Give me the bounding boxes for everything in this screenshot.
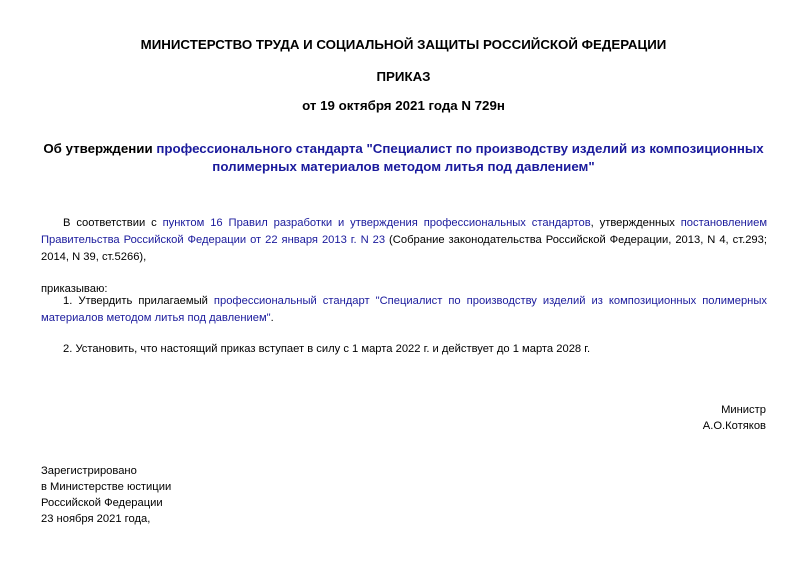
- item1-text-2: .: [270, 312, 274, 324]
- title-standard-link[interactable]: профессионального стандарта "Специалист по производству изделий из композиционных полимерных материалов методом литья под давлением": [156, 141, 764, 174]
- preamble-text-1: В соответствии с: [63, 217, 163, 229]
- ministry-heading: МИНИСТЕРСТВО ТРУДА И СОЦИАЛЬНОЙ ЗАЩИТЫ РОССИЙСКОЙ ФЕДЕРАЦИИ: [140, 37, 667, 52]
- registration-line-3: Российской Федерации: [41, 497, 163, 509]
- document-title: [30, 140, 777, 176]
- preamble-text-3: (Собрание законодательства Российской Федерации, 2013, N 4, ст.293; 2014, N 39, ст.5266),: [41, 234, 767, 263]
- order-line: приказываю:: [41, 283, 108, 295]
- order-heading: ПРИКАЗ: [376, 69, 431, 84]
- title-prefix: Об утверждении: [43, 141, 157, 156]
- signatory-name: А.О.Котяков: [702, 420, 766, 432]
- preamble-paragraph: [41, 215, 767, 266]
- signatory-title: Министр: [721, 404, 766, 416]
- government-resolution-link[interactable]: постановлением Правительства Российской Федерации от 22 января 2013 г. N 23: [41, 217, 768, 246]
- rules-point-16-link[interactable]: пунктом 16 Правил разработки и утверждения профессиональных стандартов: [162, 217, 591, 229]
- registration-line-2: в Министерстве юстиции: [41, 481, 172, 493]
- preamble-text-2: , утвержденных: [590, 217, 681, 229]
- registration-line-1: Зарегистрировано: [41, 465, 137, 477]
- order-item-2: 2. Установить, что настоящий приказ вступает в силу с 1 марта 2022 г. и действует до 1 марта 2028 г.: [63, 343, 591, 355]
- item1-text-1: 1. Утвердить прилагаемый: [63, 295, 214, 307]
- registration-line-4: 23 ноября 2021 года,: [41, 513, 151, 525]
- order-date: от 19 октября 2021 года N 729н: [302, 98, 505, 113]
- order-item-1: [41, 293, 767, 327]
- professional-standard-link[interactable]: профессиональный стандарт "Специалист по производству изделий из композиционных полимерных материалов методом литья под давлением": [41, 295, 767, 324]
